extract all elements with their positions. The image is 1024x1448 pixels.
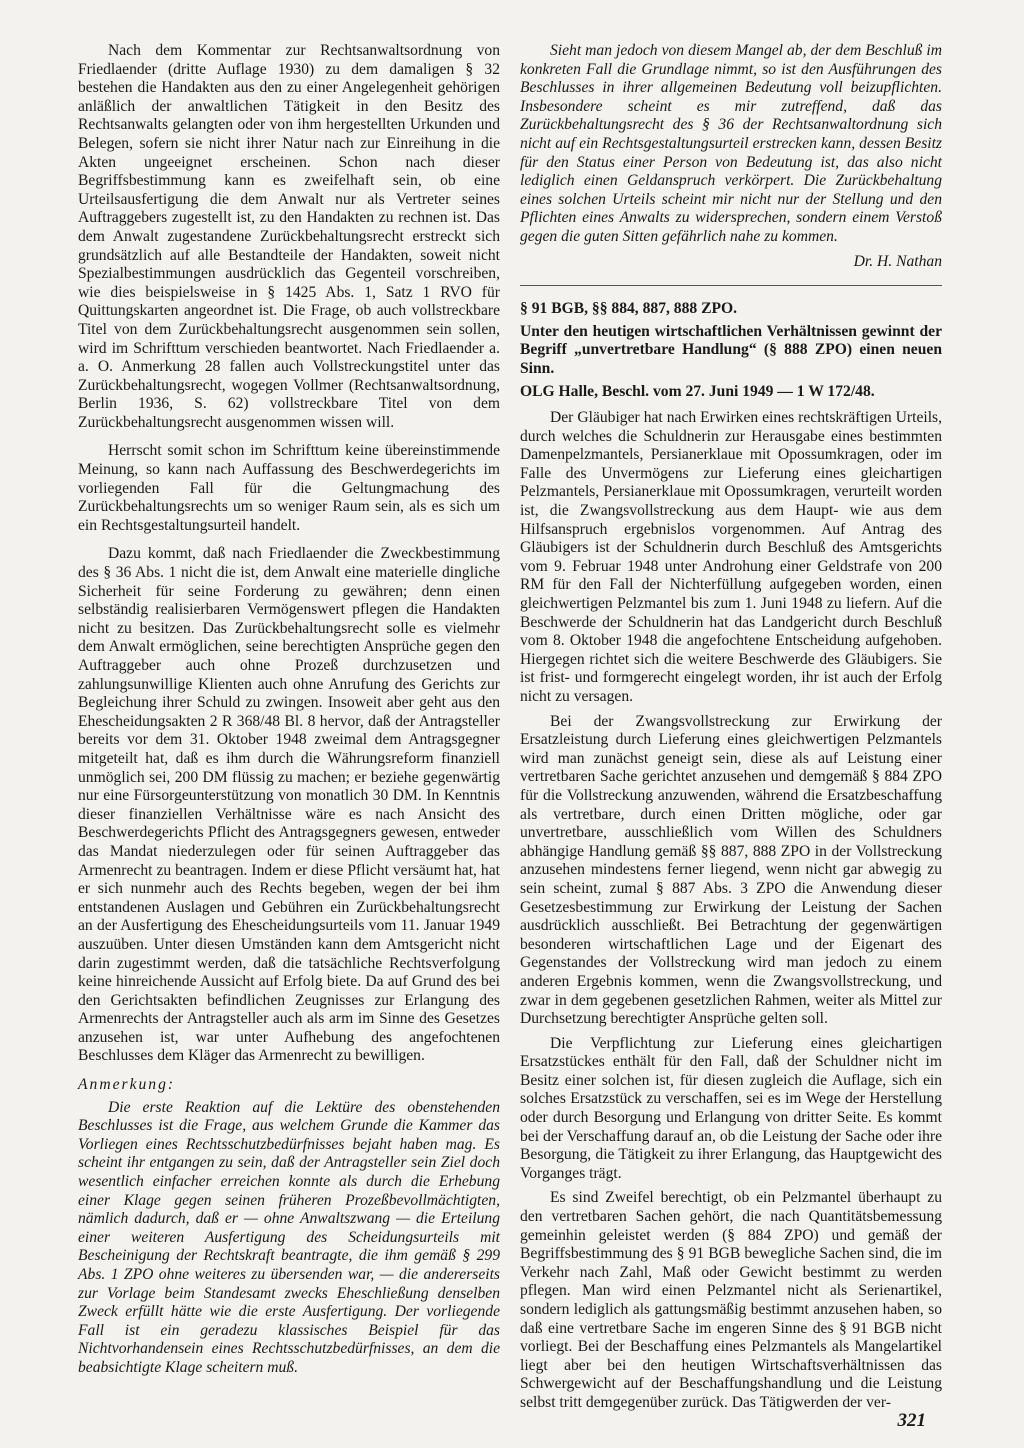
section-divider bbox=[520, 285, 942, 286]
annotation-continued bbox=[520, 42, 942, 247]
right-column bbox=[520, 42, 942, 1419]
paragraph: Die Verpflichtung zur Lieferung eines gleichartigen Ersatzstückes enthält für den Fall, daß der Schuldner nicht im Besitz einer solchen ist, für diesen zugleich die Auflage, sich ein solches Ersatzstück zu verschaffen, sei es im Wege der Herstellung oder durch Besorgung und Erlangung von dritter Seite. Es kommt bei der Verschaffung darauf an, ob die Leistung der Sache oder ihre Besorgung, die Tätigkeit zu ihrer Erlangung, das Hauptgewicht des Vorganges trägt. bbox=[520, 1034, 942, 1182]
paragraph: Herrscht somit schon im Schrifttum keine übereinstimmende Meinung, so kann nach Auffassung des Beschwerdegerichts im vorliegenden Fall für die Geltungmachung des Zurückbehaltungsrechts um so weniger Raum sein, als es sich um ein Rechtsgestaltungsurteil handelt. bbox=[78, 442, 500, 534]
annotation bbox=[78, 1099, 500, 1378]
paragraph: Nach dem Kommentar zur Rechtsanwaltsordnung von Friedlaender (dritte Auflage 1930) zu dem damaligen § 32 bestehen die Handakten aus den zu einer Angelegenheit gehörigen anläßlich der anwaltlichen Tätigkeit in den Besitz des Rechtsanwalts gelangten oder von ihm hergestellten Urkunden und Belegen, sofern sie nicht ihrer Natur nach zur Einreihung in die Akten ungeeignet erscheinen. Schon nach dieser Begriffsbestimmung kann es zweifelhaft sein, ob eine Urteilsausfertigung die dem Anwalt nur als Vertreter seines Auftraggebers zugestellt ist, zu den Handakten zu rechnen ist. Das dem Anwalt zugestandene Zurückbehaltungsrecht erstreckt sich grundsätzlich auf alle Bestandteile der Handakten, soweit nicht Spezialbestimmungen ausdrücklich das Gegenteil vorschreiben, wie dies beispielsweise in § 1425 Abs. 1, Satz 1 RVO für Quittungskarten angeordnet ist. Die Frage, ob auch vollstreckbare Titel von dem Zurückbehaltungsrecht ausgenommen sein sollen, wird im Schrifttum verschieden beantwortet. Nach Friedlaender a. a. O. Anmerkung 28 fallen auch Vollstreckungstitel unter das Zurückbehaltungsrecht, wogegen Vollmer (Rechtsanwaltsordnung, Berlin 1936, S. 62) vollstreckbare Titel von dem Zurückbehaltungsrecht ausgenommen wissen will. bbox=[78, 42, 500, 431]
paragraph: Der Gläubiger hat nach Erwirken eines rechtskräftigen Urteils, durch welches die Schuldnerin zur Herausgabe eines bestimmten Damenpelzmantels, Persianerklaue mit Opossumkragen, oder im Falle des Unvermögens zur Lieferung eines gleichartigen Pelzmantels, Persianerklaue mit Opossumkragen, verurteilt worden ist, die Zwangsvollstreckung aus dem Haupt- wie aus dem Hilfsanspruch ergebnislos vorgenommen. Auf Antrag des Gläubigers ist der Schuldnerin durch Beschluß des Amtsgerichts vom 9. Februar 1948 unter Androhung einer Geldstrafe von 200 RM für den Fall der Nichterfüllung aufgegeben worden, einen gleichwertigen Pelzmantel bis zum 1. Juni 1948 zu liefern. Auf die Beschwerde der Schuldnerin hat das Landgericht durch Beschluß vom 8. Oktober 1948 die angefochtene Entscheidung aufgehoben. Hiergegen richtet sich die weitere Beschwerde des Gläubigers. Sie ist frist- und formgerecht eingelegt worden, ihr ist auch der Erfolg nicht zu versagen. bbox=[520, 409, 942, 705]
page-number: 321 bbox=[897, 1410, 926, 1431]
paragraph: Dazu kommt, daß nach Friedlaender die Zweckbestimmung des § 36 Abs. 1 nicht die ist, dem Anwalt eine materielle dingliche Sicherheit für seine Forderung zu gewähren; denn einen selbständig realisierbaren Vermögenswert pflegen die Handakten nicht zu besitzen. Das Zurückbehaltungsrecht solle es vielmehr dem Anwalt ermöglichen, seine berechtigten Ansprüche gegen den Auftraggeber auch ohne Prozeß durchzusetzen und zahlungsunwillige Klienten auch ohne Anrufung des Gerichts zur Begleichung ihrer Schuld zu zwingen. Insoweit aber geht aus den Ehescheidungsakten 2 R 368/48 Bl. 8 hervor, daß der Antragsteller bereits vor dem 31. Oktober 1948 zweimal dem Antragsgegner mitgeteilt hat, daß es ihm durch die Währungsreform finanziell unmöglich sei, 200 DM flüssig zu machen; er beziehe gegenwärtig nur eine Fürsorgeunterstützung von monatlich 30 DM. In Kenntnis dieser finanziellen Verhältnisse wäre es nach Ansicht des Beschwerdegerichts Pflicht des Antragsgegners gewesen, entweder das Mandat niederzulegen oder für seinen Auftraggeber das Armenrecht zu beantragen. Indem er diese Pflicht versäumt hat, hat er sich nunmehr auch des Rechts begeben, wegen der bei ihm entstandenen Auslagen und Gebühren ein Zurückbehaltungsrecht an der Ausfertigung des Ehescheidungsurteils vom 11. Januar 1949 auszuüben. Unter diesen Umständen kann dem Amtsgericht nicht darin zugestimmt werden, daß die tatsächliche Rechtsverfolgung keine hinreichende Aussicht auf Erfolg biete. Da auf Grund des bei den Gerichtsakten befindlichen Zeugnisses zur Erlangung des Armenrechts der Antragsteller auch als arm im Sinne des Gesetzes anzusehen ist, war unter Aufhebung des angefochtenen Beschlusses dem Kläger das Armenrecht zu bewilligen. bbox=[78, 545, 500, 1065]
paragraph: Bei der Zwangsvollstreckung zur Erwirkung der Ersatzleistung durch Lieferung eines gleichwertigen Pelzmantels wird man zunächst geneigt sein, diese als auf Leistung einer vertretbaren Sache gerichtet anzusehen und demgemäß § 884 ZPO für die Vollstreckung anzuwenden, während die Ersatzbeschaffung als vertretbare, durch einen Dritten mögliche, oder gar unvertretbare, ausschließlich vom Willen des Schuldners abhängige Handlung gemäß §§ 887, 888 ZPO in der Vollstreckung anzusehen mindestens ferner liegend, wenn nicht gar abwegig zu sein scheint, zumal § 887 Abs. 3 ZPO die Anwendung dieser Gesetzesbestimmung zur Erwirkung der Leistung der Sachen ausdrücklich ausschließt. Bei Betrachtung der gegenwärtigen besonderen wirtschaftlichen Lage und der Eigenart des Gegenstandes der Vollstreckung wird man jedoch zu einem anderen Ergebnis kommen, wenn die Zwangsvollstreckung, und zwar in dem gegebenen gesetzlichen Rahmen, weiter als Mittel zur Durchsetzung berechtigter Ansprüche gelten soll. bbox=[520, 712, 942, 1028]
annotation-paragraph: Sieht man jedoch von diesem Mangel ab, der dem Beschluß im konkreten Fall die Grundlage nimmt, so ist den Ausführungen des Beschlusses in ihrer allgemeinen Bedeutung voll beizupflichten. Insbesondere scheint es mir zutreffend, daß das Zurückbehaltungsrecht des § 36 der Rechtsanwaltordnung sich nicht auf ein Rechtsgestaltungsurteil erstrecken kann, dessen Besitz für den Status einer Person von Bedeutung ist, das also nicht lediglich einen Geldanspruch verkörpert. Die Zurückbehaltung eines solchen Urteils scheint mir nicht nur der Stellung und den Pflichten eines Anwalts zu widersprechen, sondern einem Verstoß gegen die guten Sitten gefährlich nahe zu kommen. bbox=[520, 42, 942, 245]
annotation-paragraph: Die erste Reaktion auf die Lektüre des obenstehenden Beschlusses ist die Frage, aus welchem Grunde die Kammer das Vorliegen eines Rechtsschutzbedürfnisses bejaht haben mag. Es scheint ihr entgangen zu sein, daß der Antragsteller sein Ziel doch wesentlich einfacher erreichen konnte als durch die Erhebung einer Klage gegen seinen früheren Prozeßbevollmächtigten, nämlich dadurch, daß er — ohne Anwaltszwang — die Erteilung einer weiteren Ausfertigung des Scheidungsurteils mit Bescheinigung der Rechtskraft beantragte, die ihm gemäß § 299 Abs. 1 ZPO ohne weiteres zu übersenden war, — die andererseits zur Vorlage beim Standesamt zwecks Eheschließung denselben Zweck erfüllt hätte wie die erste Ausfertigung. Der vorliegende Fall ist ein geradezu klassisches Beispiel für das Nichtvorhandensein eines Rechtsschutzbedürfnisses, an dem die beabsichtigte Klage scheitern muß. bbox=[78, 1098, 500, 1376]
author-signature: Dr. H. Nathan bbox=[853, 252, 942, 270]
court-reference: OLG Halle, Beschl. vom 27. Juni 1949 — 1 W 172/48. bbox=[520, 382, 875, 400]
note-heading: Anmerkung: bbox=[78, 1076, 176, 1094]
paragraph: Es sind Zweifel berechtigt, ob ein Pelzmantel überhaupt zu den vertretbaren Sachen gehört, die nach Quantitätsbemessung gemeinhin geleistet werden (§ 884 ZPO) und gemäß der Begriffsbestimmung des § 91 BGB bewegliche Sachen sind, die im Verkehr nach Zahl, Maß oder Gewicht bestimmt zu werden pflegen. Man wird einen Pelzmantel nicht als Serienartikel, sondern lediglich als gattungsmäßig bestimmt anzusehen haben, so daß eine vertretbare Sache im engeren Sinne des § 91 BGB nicht vorliegt. Bei der Beschaffung eines Pelzmantels als Mangelartikel liegt aber bei den heutigen Wirtschaftsverhältnissen das Schwergewicht auf der Beschaffungshandlung und die Leistung selbst tritt demgegenüber zurück. Das Tätigwerden der ver- bbox=[520, 1189, 942, 1411]
headnote: Unter den heutigen wirtschaftlichen Verhältnissen gewinnt der Begriff „unvertretbare Handlung“ (§ 888 ZPO) einen neuen Sinn. bbox=[520, 322, 942, 377]
law-reference: § 91 BGB, §§ 884, 887, 888 ZPO. bbox=[520, 300, 738, 318]
left-column bbox=[78, 42, 500, 1384]
